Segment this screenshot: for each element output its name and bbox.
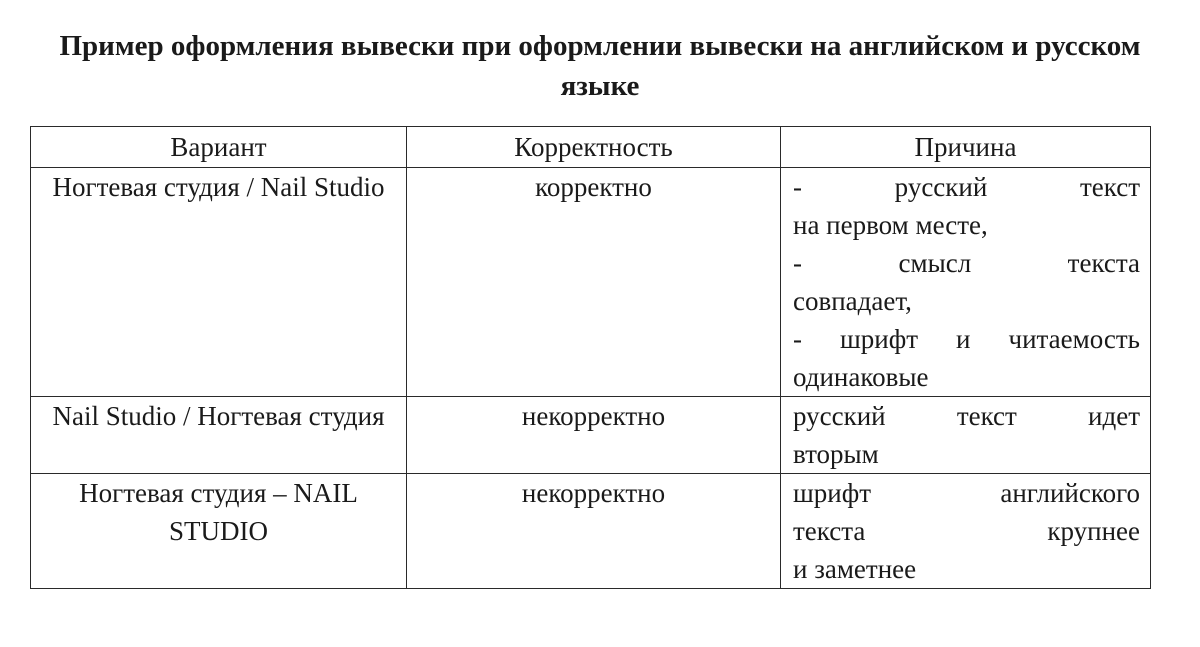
correctness-cell: некорректно: [407, 474, 781, 589]
reason-line: одинаковые: [793, 362, 929, 392]
correctness-cell: некорректно: [407, 397, 781, 474]
reason-line: - шрифт и читаемость: [793, 324, 1140, 354]
reason-line: и заметнее: [793, 554, 917, 584]
reason-line: вторым: [793, 439, 879, 469]
reason-cell: [781, 474, 1151, 589]
reason-line: - русский текст: [793, 172, 1140, 202]
reason-line: - смысл текста: [793, 248, 1140, 278]
header-correctness: Корректность: [407, 127, 781, 168]
variant-cell: Ногтевая студия – NAIL STUDIO: [31, 474, 407, 589]
reason-line: текста крупнее: [793, 516, 1140, 546]
reason-line: шрифт английского: [793, 478, 1140, 508]
variant-cell: Ногтевая студия / Nail Studio: [31, 168, 407, 397]
table-row: [31, 397, 1151, 474]
table-header-row: [31, 127, 1151, 168]
table-row: [31, 168, 1151, 397]
reason-cell: [781, 397, 1151, 474]
table-row: [31, 474, 1151, 589]
variant-cell: Nail Studio / Ногтевая студия: [31, 397, 407, 474]
reason-line: совпадает,: [793, 286, 912, 316]
reason-cell: [781, 168, 1151, 397]
header-reason: Причина: [781, 127, 1151, 168]
reason-line: на первом месте,: [793, 210, 988, 240]
header-variant: Вариант: [31, 127, 407, 168]
page-title: Пример оформления вывески при оформлении вывески на английском и русском языке: [59, 30, 1141, 102]
reason-line: русский текст идет: [793, 401, 1140, 431]
correctness-cell: корректно: [407, 168, 781, 397]
signage-examples-table: [30, 126, 1151, 589]
